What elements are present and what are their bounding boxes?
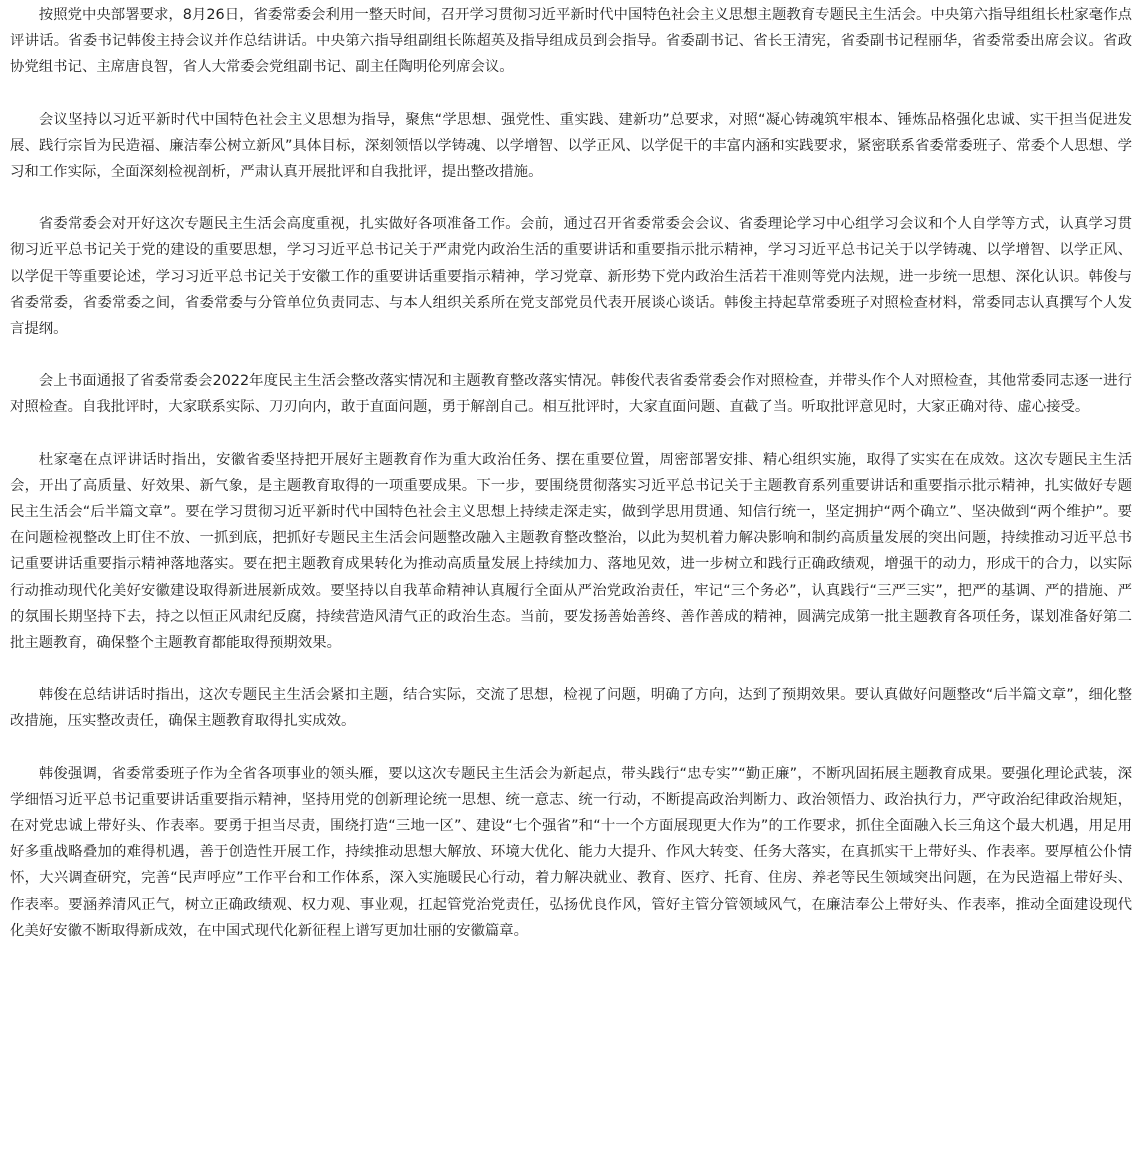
paragraph-dujiahao-remarks: 杜家毫在点评讲话时指出，安徽省委坚持把开展好主题教育作为重大政治任务、摆在重要位置，周密部署安排、精心组织实施，取得了实实在在成效。这次专题民主生活会，开出了高质量、好效果、新气象，是主题教育取得的一项重要成果。下一步，要围绕贯彻落实习近平总书记关于主题教育系列重要讲话和重要指示批示精神，扎实做好专题民主生活会“后半篇文章”。要在学习贯彻习近平新时代中国特色社会主义思想上持续走深走实，做到学思用贯通、知信行统一，坚定拥护“两个确立”、坚决做到“两个维护”。要在问题检视整改上盯住不放、一抓到底，把抓好专题民主生活会问题整改融入主题教育整改整治，以此为契机着力解决影响和制约高质量发展的突出问题，持续推动习近平总书记重要讲话重要指示精神落地落实。要在把主题教育成果转化为推动高质量发展上持续加力、落地见效，进一步树立和践行正确政绩观，增强干的动力，形成干的合力，以实际行动推动现代化美好安徽建设取得新进展新成效。要坚持以自我革命精神认真履行全面从严治党政治责任，牢记“三个务必”，认真践行“三严三实”，把严的基调、严的措施、严的氛围长期坚持下去，持之以恒正风肃纪反腐，持续营造风清气正的政治生态。当前，要发扬善始善终、善作善成的精神，圆满完成第一批主题教育各项任务，谋划准备好第二批主题教育，确保整个主题教育都能取得预期效果。 [10, 451, 1132, 652]
paragraph-meeting-guidance: 会议坚持以习近平新时代中国特色社会主义思想为指导，聚焦“学思想、强党性、重实践、建新功”总要求，对照“凝心铸魂筑牢根本、锤炼品格强化忠诚、实干担当促进发展、践行宗旨为民造福、廉洁奉公树立新风”具体目标，深刻领悟以学铸魂、以学增智、以学正风、以学促干的丰富内涵和实践要求，紧密联系省委常委班子、常委个人思想、学习和工作实际，全面深刻检视剖析，严肃认真开展批评和自我批评，提出整改措施。 [10, 111, 1132, 181]
paragraph-self-examination: 会上书面通报了省委常委会2022年度民主生活会整改落实情况和主题教育整改落实情况。韩俊代表省委常委会作对照检查，并带头作个人对照检查，其他常委同志逐一进行对照检查。自我批评时，大家联系实际、刀刃向内，敢于直面问题，勇于解剖自己。相互批评时，大家直面问题、直截了当。听取批评意见时，大家正确对待、虚心接受。 [10, 373, 1132, 416]
paragraph-hanjun-summary: 韩俊在总结讲话时指出，这次专题民主生活会紧扣主题，结合实际，交流了思想，检视了问题，明确了方向，达到了预期效果。要认真做好问题整改“后半篇文章”，细化整改措施，压实整改责任，确保主题教育取得扎实成效。 [10, 687, 1132, 730]
paragraph-hanjun-emphasis: 韩俊强调，省委常委班子作为全省各项事业的领头雁，要以这次专题民主生活会为新起点，带头践行“忠专实”“勤正廉”，不断巩固拓展主题教育成果。要强化理论武装，深学细悟习近平总书记重要讲话重要指示精神，坚持用党的创新理论统一思想、统一意志、统一行动，不断提高政治判断力、政治领悟力、政治执行力，严守政治纪律政治规矩，在对党忠诚上带好头、作表率。要勇于担当尽责，围绕打造“三地一区”、建设“七个强省”和“十一个方面展现更大作为”的工作要求，抓住全面融入长三角这个最大机遇，用足用好多重战略叠加的难得机遇，善于创造性开展工作，持续推动思想大解放、环境大优化、能力大提升、作风大转变、任务大落实，在真抓实干上带好头、作表率。要厚植公仆情怀，大兴调查研究，完善“民声呼应”工作平台和工作体系，深入实施暖民心行动，着力解决就业、教育、医疗、托育、住房、养老等民生领域突出问题，在为民造福上带好头、作表率。要涵养清风正气，树立正确政绩观、权力观、事业观，扛起管党治党责任，弘扬优良作风，管好主管分管领域风气，在廉洁奉公上带好头、作表率，推动全面建设现代化美好安徽不断取得新成效，在中国式现代化新征程上谱写更加壮丽的安徽篇章。 [10, 765, 1132, 939]
paragraph-meeting-overview: 按照党中央部署要求，8月26日，省委常委会利用一整天时间，召开学习贯彻习近平新时代中国特色社会主义思想主题教育专题民主生活会。中央第六指导组组长杜家毫作点评讲话。省委书记韩俊主持会议并作总结讲话。中央第六指导组副组长陈超英及指导组成员到会指导。省委副书记、省长王清宪，省委副书记程丽华，省委常委出席会议。省政协党组书记、主席唐良智，省人大常委会党组副书记、副主任陶明伦列席会议。 [10, 7, 1132, 76]
paragraph-preparation: 省委常委会对开好这次专题民主生活会高度重视，扎实做好各项准备工作。会前，通过召开省委常委会会议、省委理论学习中心组学习会议和个人自学等方式，认真学习贯彻习近平总书记关于党的建设的重要思想，学习习近平总书记关于严肃党内政治生活的重要讲话和重要指示批示精神，学习习近平总书记关于以学铸魂、以学增智、以学正风、以学促干等重要论述，学习习近平总书记关于安徽工作的重要讲话重要指示精神，学习党章、新形势下党内政治生活若干准则等党内法规，进一步统一思想、深化认识。韩俊与省委常委，省委常委之间，省委常委与分管单位负责同志、与本人组织关系所在党支部党员代表开展谈心谈话。韩俊主持起草常委班子对照检查材料，常委同志认真撰写个人发言提纲。 [10, 216, 1132, 338]
